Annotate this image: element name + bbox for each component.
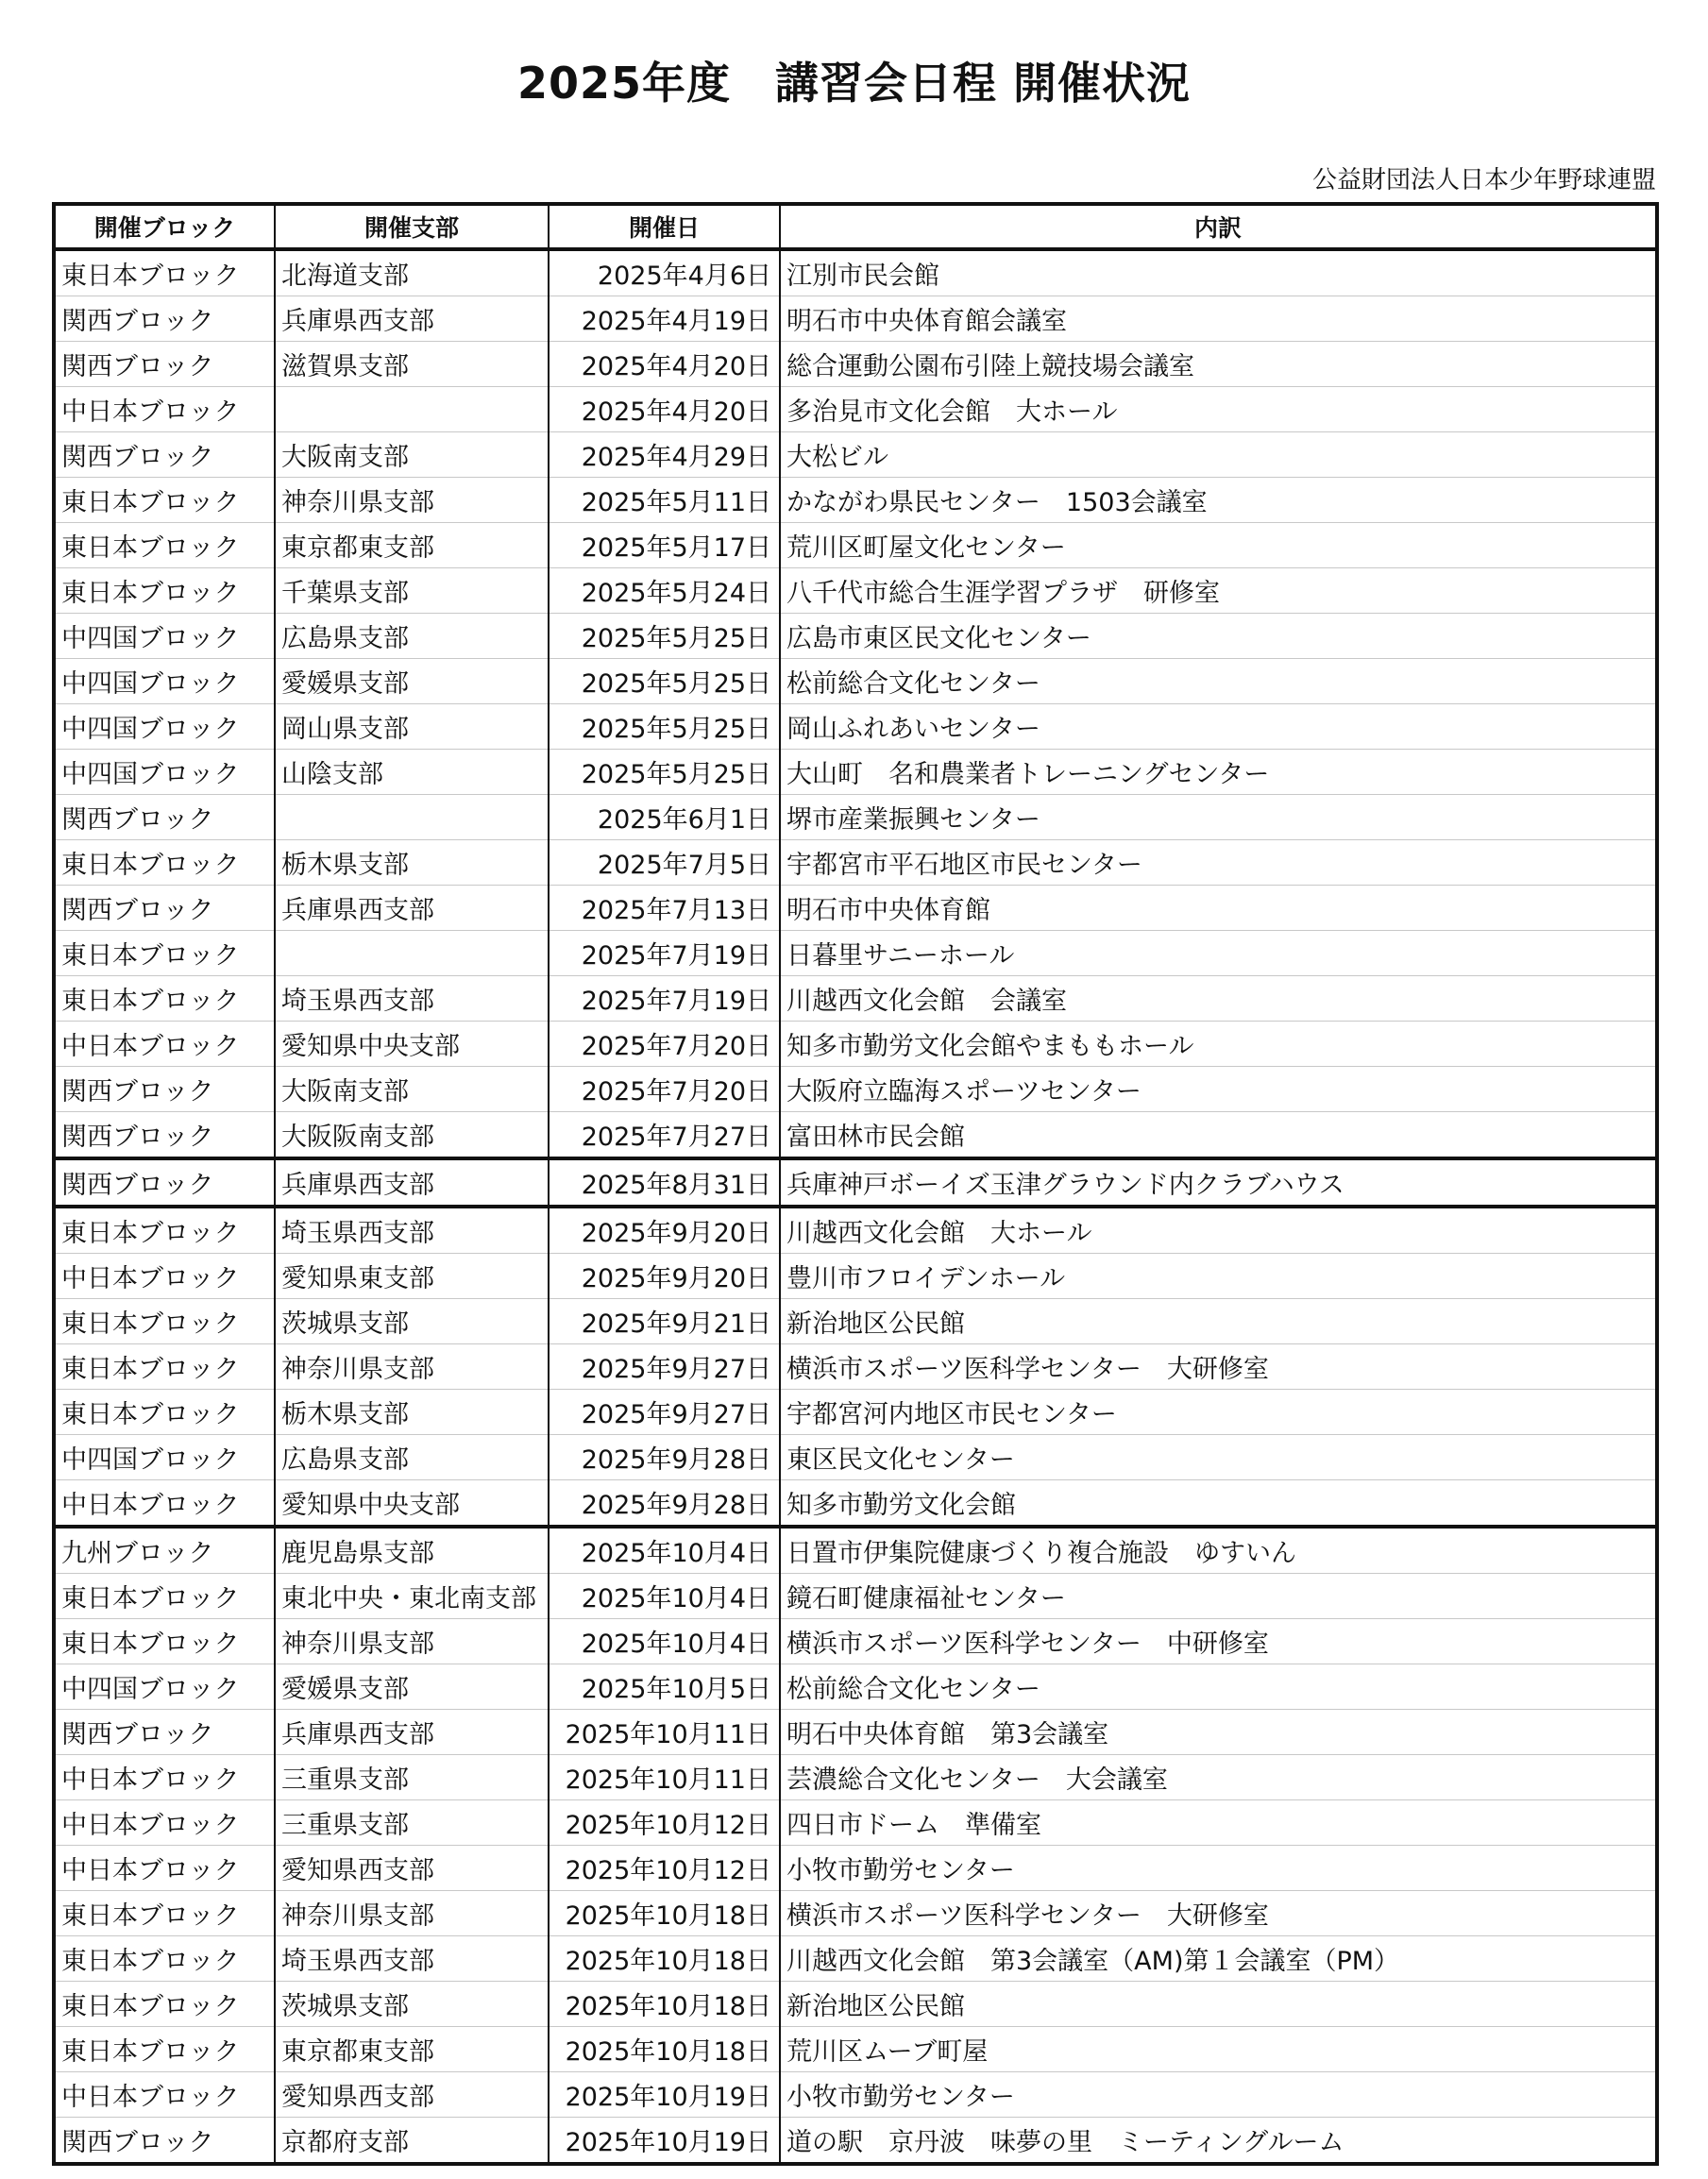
schedule-table [52,202,1659,2166]
date-cell: 2025年10月5日 [549,1664,780,1710]
block-cell: 東日本ブロック [54,2027,275,2072]
details-cell: かながわ県民センター 1503会議室 [780,478,1657,523]
date-cell: 2025年10月11日 [549,1755,780,1800]
block-cell: 中日本ブロック [54,2072,275,2118]
block-cell: 関西ブロック [54,432,275,478]
date-cell: 2025年10月12日 [549,1846,780,1891]
block-cell: 関西ブロック [54,1067,275,1112]
branch-cell: 茨城県支部 [275,1299,549,1344]
date-cell: 2025年5月17日 [549,523,780,568]
branch-cell: 埼玉県西支部 [275,976,549,1022]
block-cell: 関西ブロック [54,795,275,840]
block-cell: 九州ブロック [54,1527,275,1574]
block-cell: 東日本ブロック [54,931,275,976]
branch-cell: 愛媛県支部 [275,1664,549,1710]
table-row [54,249,1657,296]
table-row [54,432,1657,478]
details-cell: 横浜市スポーツ医科学センター 大研修室 [780,1344,1657,1390]
details-cell: 宇都宮河内地区市民センター [780,1390,1657,1435]
date-cell: 2025年9月20日 [549,1254,780,1299]
details-cell: 宇都宮市平石地区市民センター [780,840,1657,886]
branch-cell: 神奈川県支部 [275,1619,549,1664]
table-row [54,1574,1657,1619]
date-cell: 2025年10月4日 [549,1574,780,1619]
details-cell: 鏡石町健康福祉センター [780,1574,1657,1619]
date-cell: 2025年6月1日 [549,795,780,840]
table-row [54,886,1657,931]
branch-cell [275,931,549,976]
date-cell: 2025年4月29日 [549,432,780,478]
block-cell: 中四国ブロック [54,704,275,750]
details-cell: 日暮里サニーホール [780,931,1657,976]
block-cell: 中日本ブロック [54,1480,275,1528]
branch-cell: 神奈川県支部 [275,1344,549,1390]
date-cell: 2025年5月25日 [549,614,780,659]
branch-cell: 愛知県西支部 [275,1846,549,1891]
block-cell: 東日本ブロック [54,1891,275,1936]
details-cell: 川越西文化会館 第3会議室（AM)第１会議室（PM） [780,1936,1657,1982]
table-row [54,1527,1657,1574]
details-cell: 富田林市民会館 [780,1112,1657,1159]
table-row [54,659,1657,704]
table-row [54,568,1657,614]
branch-cell: 愛知県西支部 [275,2072,549,2118]
branch-cell: 愛知県中央支部 [275,1022,549,1067]
details-cell: 四日市ドーム 準備室 [780,1800,1657,1846]
branch-cell: 東京都東支部 [275,2027,549,2072]
details-cell: 八千代市総合生涯学習プラザ 研修室 [780,568,1657,614]
details-cell: 岡山ふれあいセンター [780,704,1657,750]
branch-cell: 滋賀県支部 [275,342,549,387]
date-cell: 2025年9月28日 [549,1480,780,1528]
date-cell: 2025年10月18日 [549,1982,780,2027]
date-cell: 2025年8月31日 [549,1158,780,1207]
date-cell: 2025年4月19日 [549,296,780,342]
table-row [54,1480,1657,1528]
table-row [54,931,1657,976]
table-row [54,1022,1657,1067]
table-row [54,1936,1657,1982]
details-cell: 大松ビル [780,432,1657,478]
details-cell: 横浜市スポーツ医科学センター 大研修室 [780,1891,1657,1936]
branch-cell: 茨城県支部 [275,1982,549,2027]
table-row [54,1982,1657,2027]
date-cell: 2025年5月24日 [549,568,780,614]
branch-cell: 三重県支部 [275,1800,549,1846]
branch-cell: 千葉県支部 [275,568,549,614]
date-cell: 2025年7月19日 [549,931,780,976]
block-cell: 関西ブロック [54,342,275,387]
table-row [54,1710,1657,1755]
branch-cell: 神奈川県支部 [275,478,549,523]
table-row [54,2027,1657,2072]
block-cell: 中日本ブロック [54,1022,275,1067]
details-cell: 川越西文化会館 大ホール [780,1207,1657,1254]
date-cell: 2025年10月12日 [549,1800,780,1846]
branch-cell: 三重県支部 [275,1755,549,1800]
date-cell: 2025年7月27日 [549,1112,780,1159]
table-row [54,614,1657,659]
date-cell: 2025年7月20日 [549,1022,780,1067]
table-row [54,1299,1657,1344]
block-cell: 東日本ブロック [54,1574,275,1619]
table-row [54,795,1657,840]
block-cell: 中四国ブロック [54,1664,275,1710]
block-cell: 中四国ブロック [54,750,275,795]
table-row [54,1619,1657,1664]
table-row [54,523,1657,568]
table-row [54,1755,1657,1800]
table-row [54,1390,1657,1435]
details-cell: 堺市産業振興センター [780,795,1657,840]
details-cell: 小牧市勤労センター [780,2072,1657,2118]
details-cell: 豊川市フロイデンホール [780,1254,1657,1299]
date-cell: 2025年4月20日 [549,387,780,432]
branch-cell: 北海道支部 [275,249,549,296]
details-cell: 明石市中央体育館 [780,886,1657,931]
table-row [54,1158,1657,1207]
block-cell: 関西ブロック [54,1710,275,1755]
date-cell: 2025年7月20日 [549,1067,780,1112]
date-cell: 2025年9月27日 [549,1390,780,1435]
details-cell: 新治地区公民館 [780,1299,1657,1344]
date-cell: 2025年4月20日 [549,342,780,387]
table-row [54,1344,1657,1390]
date-cell: 2025年7月5日 [549,840,780,886]
date-cell: 2025年10月4日 [549,1527,780,1574]
block-cell: 関西ブロック [54,1112,275,1159]
table-row [54,387,1657,432]
organization-name: 公益財団法人日本少年野球連盟 [1311,166,1656,194]
branch-cell: 鹿児島県支部 [275,1527,549,1574]
branch-cell: 埼玉県西支部 [275,1207,549,1254]
table-row [54,342,1657,387]
block-cell: 関西ブロック [54,886,275,931]
table-row [54,1067,1657,1112]
date-cell: 2025年4月6日 [549,249,780,296]
date-cell: 2025年10月19日 [549,2118,780,2165]
block-cell: 中四国ブロック [54,659,275,704]
date-cell: 2025年5月11日 [549,478,780,523]
branch-cell: 東北中央・東北南支部 [275,1574,549,1619]
block-cell: 関西ブロック [54,1158,275,1207]
block-cell: 関西ブロック [54,296,275,342]
branch-cell: 埼玉県西支部 [275,1936,549,1982]
branch-cell: 大阪阪南支部 [275,1112,549,1159]
header-date: 開催日 [549,204,780,249]
details-cell: 明石中央体育館 第3会議室 [780,1710,1657,1755]
table-row [54,1891,1657,1936]
table-row [54,2072,1657,2118]
details-cell: 小牧市勤労センター [780,1846,1657,1891]
details-cell: 兵庫神戸ボーイズ玉津グラウンド内クラブハウス [780,1158,1657,1207]
branch-cell: 広島県支部 [275,614,549,659]
branch-cell: 兵庫県西支部 [275,296,549,342]
block-cell: 中日本ブロック [54,1800,275,1846]
date-cell: 2025年10月4日 [549,1619,780,1664]
block-cell: 中四国ブロック [54,614,275,659]
table-row [54,1112,1657,1159]
branch-cell: 大阪南支部 [275,1067,549,1112]
branch-cell: 兵庫県西支部 [275,1158,549,1207]
date-cell: 2025年5月25日 [549,704,780,750]
block-cell: 関西ブロック [54,2118,275,2165]
details-cell: 松前総合文化センター [780,659,1657,704]
table-header [54,204,1657,249]
table-row [54,1664,1657,1710]
details-cell: 知多市勤労文化会館 [780,1480,1657,1528]
block-cell: 東日本ブロック [54,1936,275,1982]
details-cell: 荒川区町屋文化センター [780,523,1657,568]
branch-cell: 栃木県支部 [275,1390,549,1435]
table-row [54,976,1657,1022]
table-row [54,478,1657,523]
block-cell: 中日本ブロック [54,387,275,432]
branch-cell: 兵庫県西支部 [275,886,549,931]
header-branch: 開催支部 [275,204,549,249]
branch-cell: 愛媛県支部 [275,659,549,704]
details-cell: 東区民文化センター [780,1435,1657,1480]
block-cell: 東日本ブロック [54,976,275,1022]
block-cell: 中日本ブロック [54,1755,275,1800]
details-cell: 川越西文化会館 会議室 [780,976,1657,1022]
block-cell: 東日本ブロック [54,840,275,886]
page-title: 2025年度 講習会日程 開催状況 [516,58,1192,109]
date-cell: 2025年9月21日 [549,1299,780,1344]
branch-cell: 岡山県支部 [275,704,549,750]
details-cell: 大山町 名和農業者トレーニングセンター [780,750,1657,795]
branch-cell: 広島県支部 [275,1435,549,1480]
date-cell: 2025年7月19日 [549,976,780,1022]
table-row [54,2118,1657,2165]
date-cell: 2025年5月25日 [549,659,780,704]
details-cell: 日置市伊集院健康づくり複合施設 ゆすいん [780,1527,1657,1574]
branch-cell: 愛知県中央支部 [275,1480,549,1528]
branch-cell: 愛知県東支部 [275,1254,549,1299]
date-cell: 2025年9月28日 [549,1435,780,1480]
block-cell: 中日本ブロック [54,1846,275,1891]
details-cell: 知多市勤労文化会館やまももホール [780,1022,1657,1067]
block-cell: 東日本ブロック [54,1619,275,1664]
table-row [54,1254,1657,1299]
branch-cell: 東京都東支部 [275,523,549,568]
block-cell: 中四国ブロック [54,1435,275,1480]
branch-cell: 栃木県支部 [275,840,549,886]
table-row [54,1435,1657,1480]
table-row [54,1846,1657,1891]
date-cell: 2025年7月13日 [549,886,780,931]
branch-cell [275,387,549,432]
table-row [54,1800,1657,1846]
details-cell: 広島市東区民文化センター [780,614,1657,659]
details-cell: 松前総合文化センター [780,1664,1657,1710]
header-details: 内訳 [780,204,1657,249]
details-cell: 多治見市文化会館 大ホール [780,387,1657,432]
block-cell: 東日本ブロック [54,1299,275,1344]
branch-cell: 神奈川県支部 [275,1891,549,1936]
block-cell: 東日本ブロック [54,568,275,614]
details-cell: 道の駅 京丹波 味夢の里 ミーティングルーム [780,2118,1657,2165]
table-row [54,704,1657,750]
date-cell: 2025年9月20日 [549,1207,780,1254]
table-body [54,249,1657,2164]
table-row [54,840,1657,886]
date-cell: 2025年10月18日 [549,1891,780,1936]
branch-cell: 兵庫県西支部 [275,1710,549,1755]
date-cell: 2025年5月25日 [549,750,780,795]
date-cell: 2025年10月18日 [549,1936,780,1982]
date-cell: 2025年10月19日 [549,2072,780,2118]
branch-cell [275,795,549,840]
block-cell: 東日本ブロック [54,1207,275,1254]
table-row [54,296,1657,342]
block-cell: 東日本ブロック [54,523,275,568]
branch-cell: 京都府支部 [275,2118,549,2165]
table-row [54,1207,1657,1254]
details-cell: 荒川区ムーブ町屋 [780,2027,1657,2072]
date-cell: 2025年10月18日 [549,2027,780,2072]
details-cell: 明石市中央体育館会議室 [780,296,1657,342]
date-cell: 2025年9月27日 [549,1344,780,1390]
block-cell: 東日本ブロック [54,1982,275,2027]
branch-cell: 大阪南支部 [275,432,549,478]
details-cell: 大阪府立臨海スポーツセンター [780,1067,1657,1112]
block-cell: 中日本ブロック [54,1254,275,1299]
branch-cell: 山陰支部 [275,750,549,795]
block-cell: 東日本ブロック [54,1390,275,1435]
details-cell: 横浜市スポーツ医科学センター 中研修室 [780,1619,1657,1664]
details-cell: 総合運動公園布引陸上競技場会議室 [780,342,1657,387]
table-row [54,750,1657,795]
block-cell: 東日本ブロック [54,1344,275,1390]
date-cell: 2025年10月11日 [549,1710,780,1755]
header-block: 開催ブロック [54,204,275,249]
block-cell: 東日本ブロック [54,478,275,523]
details-cell: 江別市民会館 [780,249,1657,296]
details-cell: 新治地区公民館 [780,1982,1657,2027]
details-cell: 芸濃総合文化センター 大会議室 [780,1755,1657,1800]
block-cell: 東日本ブロック [54,249,275,296]
